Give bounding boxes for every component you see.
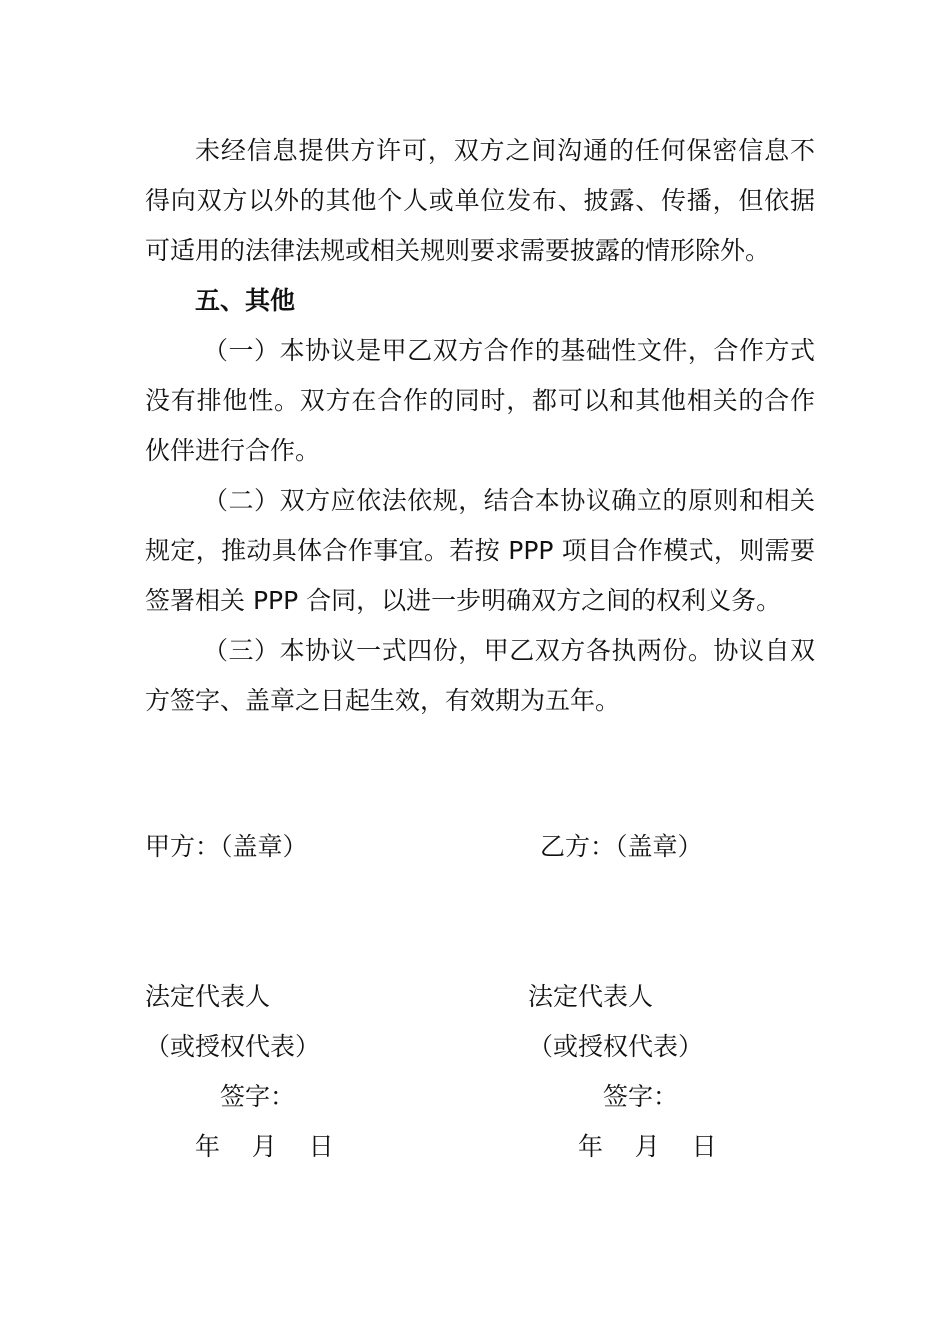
- party-b-representative: 法定代表人: [528, 982, 654, 1011]
- party-a-seal: 甲方：（盖章）: [145, 832, 308, 861]
- clause-one: （一）本协议是甲乙双方合作的基础性文件，合作方式没有排他性。双方在合作的同时，都可以和其他相关的合作伙伴进行合作。: [145, 336, 815, 465]
- party-a-date: 年 月 日: [195, 1132, 334, 1161]
- party-b-sign: 签字：: [603, 1082, 679, 1111]
- clause-three: （三）本协议一式四份，甲乙双方各执两份。协议自双方签字、盖章之日起生效，有效期为五年。: [145, 636, 815, 715]
- party-b-seal: 乙方：（盖章）: [540, 832, 703, 861]
- clause-two: （二）双方应依法依规，结合本协议确立的原则和相关规定，推动具体合作事宜。若按 PPP 项目合作模式，则需要签署相关 PPP 合同，以进一步明确双方之间的权利义务。: [145, 486, 815, 615]
- agreement-body: [145, 126, 815, 726]
- party-a-authorized: （或授权代表）: [145, 1032, 321, 1061]
- confidentiality-paragraph: 未经信息提供方许可，双方之间沟通的任何保密信息不得向双方以外的其他个人或单位发布、披露、传播，但依据可适用的法律法规或相关规则要求需要披露的情形除外。: [145, 136, 815, 265]
- party-b-authorized: （或授权代表）: [528, 1032, 704, 1061]
- party-a-sign: 签字：: [220, 1082, 296, 1111]
- section-five-heading: 五、其他: [195, 286, 296, 315]
- party-a-representative: 法定代表人: [145, 982, 271, 1011]
- party-b-date: 年 月 日: [578, 1132, 717, 1161]
